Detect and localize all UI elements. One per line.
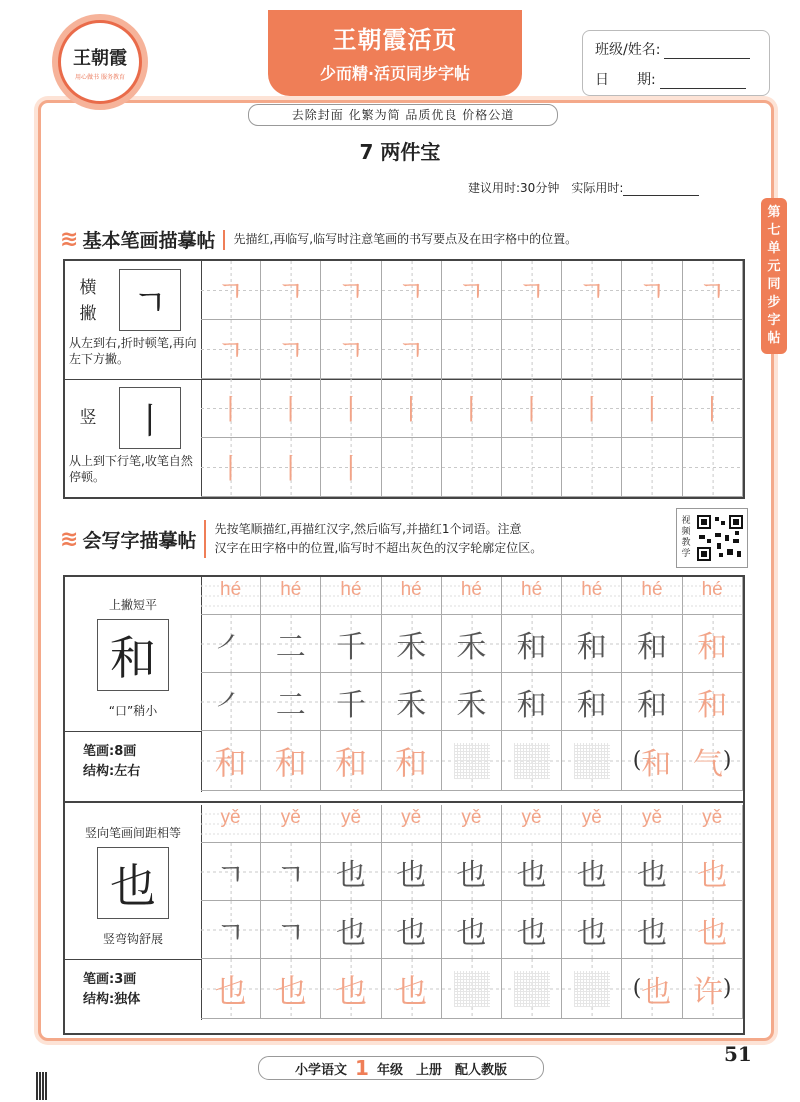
word-trace (622, 959, 681, 1018)
side-tab-char: 同 (767, 277, 781, 292)
section2-heading (60, 520, 542, 558)
footer-grade-number: 1 (355, 1056, 369, 1080)
brand-logo (52, 14, 148, 110)
trace-stroke: ㄱ (217, 334, 245, 367)
trace-character: 也 (274, 971, 307, 1010)
side-tab-char: 元 (767, 259, 781, 274)
divider (204, 520, 206, 558)
stroke-order-cell[interactable] (382, 843, 442, 901)
practice-cell[interactable] (261, 959, 321, 1019)
pinyin-cell[interactable] (622, 805, 682, 843)
word-trace (683, 731, 742, 790)
stroke-order-cell[interactable] (442, 673, 502, 731)
instruction-line-2: 汉字在田字格中的位置,临写时不超出灰色的汉字轮廓定位区。 (214, 541, 543, 555)
bracket-close: ) (722, 748, 732, 773)
writing-tip-top: 竖向笔画间距相等 (84, 826, 181, 840)
side-tab-char: 帖 (767, 331, 781, 346)
trace-stroke: 丨 (698, 393, 727, 426)
section2-title: 会写字描摹帖 (82, 529, 197, 552)
practice-cell[interactable] (382, 261, 442, 320)
stroke-order-glyph: ㇒ (215, 687, 246, 723)
stroke-info-cell (65, 261, 202, 379)
stroke-order-glyph: 和 (516, 629, 547, 665)
stroke-order-cell[interactable] (622, 901, 682, 959)
page-number: 51 (724, 1042, 752, 1066)
section1-instruction: 先描红,再临写,临写时注意笔画的书写要点及在田字格中的位置。 (233, 232, 578, 246)
trace-stroke: 丨 (397, 393, 426, 426)
stroke-order-cell[interactable] (321, 901, 381, 959)
gray-outline-zone (574, 971, 610, 1007)
trace-stroke: ㄱ (397, 334, 425, 367)
stroke-order-cell[interactable] (502, 901, 562, 959)
pinyin-cell[interactable] (201, 577, 261, 615)
trace-stroke: ㄱ (578, 275, 606, 308)
stroke-order-cell[interactable] (321, 673, 381, 731)
practice-cell[interactable] (442, 731, 502, 791)
pinyin-trace: hé (521, 579, 543, 600)
gray-outline-zone (514, 743, 550, 779)
side-tab-char: 单 (767, 241, 781, 256)
stroke-order-glyph: ㄱ (216, 915, 246, 951)
stroke-order-cell[interactable] (683, 673, 743, 731)
trace-stroke: 丨 (216, 452, 245, 485)
practice-cell[interactable] (683, 261, 743, 320)
structure-label: 结构:独体 (83, 992, 141, 1007)
practice-cell[interactable] (261, 731, 321, 791)
gray-outline-zone (454, 743, 490, 779)
practice-cell[interactable] (622, 379, 682, 438)
stroke-order-glyph: 也 (456, 857, 487, 893)
pinyin-trace: hé (280, 579, 302, 600)
practice-cell[interactable] (261, 438, 321, 497)
writing-tip-bottom: 竖弯钩舒展 (102, 932, 163, 946)
stroke-order-glyph: 二 (275, 687, 306, 723)
stroke-order-cell[interactable] (562, 673, 622, 731)
practice-cell[interactable] (562, 261, 622, 320)
stroke-description: 从上到下行笔,收笔自然停顿。 (69, 454, 193, 484)
tian-grid-guides (442, 320, 502, 379)
tian-grid-guides (622, 320, 682, 379)
practice-cell[interactable] (442, 438, 502, 497)
stroke-order-cell[interactable] (442, 901, 502, 959)
stroke-order-glyph: 禾 (456, 687, 487, 723)
practice-cell[interactable] (622, 261, 682, 320)
pinyin-cell[interactable] (261, 805, 321, 843)
practice-cell[interactable] (622, 320, 682, 379)
stroke-order-glyph: ㄱ (276, 857, 306, 893)
stroke-order-cell[interactable] (683, 615, 743, 673)
stroke-order-cell[interactable] (261, 901, 321, 959)
pinyin-cell[interactable] (201, 805, 261, 843)
practice-cell[interactable] (502, 438, 562, 497)
pinyin-trace: hé (581, 579, 603, 600)
trace-character: 也 (395, 971, 428, 1010)
pinyin-cell[interactable] (321, 805, 381, 843)
trace-stroke: 丨 (276, 452, 305, 485)
side-tab-char: 字 (767, 313, 781, 328)
class-name-field[interactable] (664, 44, 750, 59)
pinyin-cell[interactable] (562, 805, 622, 843)
tian-grid-guides (683, 320, 743, 379)
wave-icon: ≋ (60, 227, 77, 252)
stroke-order-cell[interactable] (562, 615, 622, 673)
stroke-name: 横撇 (79, 278, 97, 324)
stroke-order-glyph: 也 (697, 857, 728, 893)
stroke-order-cell[interactable] (201, 615, 261, 673)
practice-cell[interactable] (502, 731, 562, 791)
banner-subtitle: 少而精·活页同步字帖 (319, 64, 471, 83)
time-label: 建议用时:30分钟 实际用时: (468, 181, 624, 195)
stroke-order-cell[interactable] (261, 843, 321, 901)
pinyin-cell[interactable] (321, 577, 381, 615)
trace-stroke: 丨 (336, 452, 365, 485)
stroke-order-cell[interactable] (622, 843, 682, 901)
practice-cell[interactable] (683, 320, 743, 379)
gray-outline-zone (514, 971, 550, 1007)
pinyin-trace: hé (220, 579, 242, 600)
divider (223, 230, 225, 250)
practice-cell[interactable] (622, 438, 682, 497)
trace-stroke: 丨 (457, 393, 486, 426)
stroke-order-glyph: 也 (396, 915, 427, 951)
stroke-order-cell[interactable] (261, 673, 321, 731)
stroke-order-glyph: 和 (636, 687, 667, 723)
character-meta-cell (65, 959, 202, 1020)
pinyin-trace: yě (641, 807, 663, 828)
practice-cell[interactable] (382, 320, 442, 379)
pinyin-cell[interactable] (442, 577, 502, 615)
pinyin-cell[interactable] (502, 577, 562, 615)
word-character: 气 (692, 746, 723, 782)
practice-cell[interactable] (382, 438, 442, 497)
logo-text: 王朝霞 (73, 47, 127, 69)
stroke-description: 从左到右,折时顿笔,再向左下方撇。 (69, 336, 197, 366)
stroke-order-glyph: 禾 (396, 629, 427, 665)
trace-character: 和 (334, 743, 367, 782)
pinyin-trace: yě (581, 807, 602, 828)
trace-stroke: ㄱ (638, 275, 666, 308)
wave-icon: ≋ (60, 526, 77, 552)
trace-stroke: 丨 (577, 393, 606, 426)
practice-cell[interactable] (683, 731, 743, 791)
logo-subtext: 用心做书 服务教育 (75, 73, 125, 81)
side-tab-char: 七 (767, 223, 781, 238)
side-tab-char: 步 (767, 295, 781, 310)
practice-cell[interactable] (562, 959, 622, 1019)
stroke-order-cell[interactable] (442, 843, 502, 901)
footer-book-info (258, 1056, 544, 1080)
structure-label: 结构:左右 (83, 764, 141, 779)
bracket-close: ) (722, 976, 732, 1001)
tian-grid-guides (622, 438, 682, 497)
practice-cell[interactable] (382, 731, 442, 791)
stroke-order-cell[interactable] (201, 843, 261, 901)
trace-stroke: ㄱ (337, 275, 365, 308)
stroke-order-cell[interactable] (201, 673, 261, 731)
practice-cell[interactable] (502, 959, 562, 1019)
practice-cell[interactable] (321, 261, 381, 320)
trace-stroke: ㄱ (277, 275, 305, 308)
banner-title: 王朝霞活页 (332, 26, 458, 54)
trace-stroke: ㄱ (518, 275, 546, 308)
writing-tip-bottom: “口”稍小 (108, 704, 158, 718)
pinyin-trace: yě (280, 807, 301, 828)
practice-cell[interactable] (562, 438, 622, 497)
practice-cell[interactable] (562, 320, 622, 379)
pinyin-trace: hé (340, 579, 362, 600)
character-meta-cell (65, 731, 202, 792)
trace-stroke: 丨 (336, 393, 365, 426)
trace-character: 也 (334, 971, 367, 1010)
stroke-order-glyph: ㇒ (215, 629, 246, 665)
stroke-count-label: 笔画:3画 (83, 972, 137, 987)
practice-cell[interactable] (261, 379, 321, 438)
pinyin-cell[interactable] (683, 805, 743, 843)
practice-cell[interactable] (442, 379, 502, 438)
stroke-order-glyph: ㄱ (216, 857, 246, 893)
pinyin-cell[interactable] (382, 805, 442, 843)
student-info-box (582, 30, 770, 96)
trace-stroke: ㄱ (337, 334, 365, 367)
stroke-order-glyph: 也 (636, 915, 667, 951)
character-model-box: 和 (97, 619, 169, 691)
stroke-order-glyph: 和 (636, 629, 667, 665)
pinyin-trace: yě (340, 807, 362, 828)
tian-grid-guides (562, 438, 622, 497)
qr-code-icon[interactable] (697, 515, 743, 561)
stroke-order-glyph: 和 (576, 687, 607, 723)
stroke-order-glyph: 千 (335, 629, 366, 665)
stroke-order-cell[interactable] (321, 615, 381, 673)
practice-cell[interactable] (321, 731, 381, 791)
side-tab-text (761, 204, 787, 348)
lesson-title: 7 两件宝 (359, 140, 441, 164)
character-info-cell (65, 577, 202, 731)
practice-cell[interactable] (261, 320, 321, 379)
stroke-order-glyph: 禾 (396, 687, 427, 723)
trace-stroke: ㄱ (397, 275, 425, 308)
trace-character: 和 (395, 743, 428, 782)
pinyin-trace: yě (702, 807, 723, 828)
practice-cell[interactable] (502, 320, 562, 379)
stroke-order-glyph: 和 (697, 629, 728, 665)
stroke-order-cell[interactable] (382, 673, 442, 731)
stroke-order-glyph: 千 (335, 687, 366, 723)
tian-grid-guides (502, 438, 562, 497)
character-model-box: 也 (97, 847, 169, 919)
stroke-order-glyph: 禾 (456, 629, 487, 665)
gray-outline-zone (454, 971, 490, 1007)
title-banner (268, 10, 522, 96)
trace-character: 和 (274, 743, 307, 782)
footer-subject: 小学语文 (295, 1062, 348, 1078)
stroke-order-cell[interactable] (321, 843, 381, 901)
stroke-model-box: ㄱ (119, 269, 181, 331)
character-info-cell (65, 805, 202, 959)
stroke-info-cell (65, 379, 202, 497)
character-practice-table (63, 575, 745, 1035)
gray-outline-zone (574, 743, 610, 779)
stroke-order-glyph: 也 (335, 857, 366, 893)
section2-instruction (214, 520, 542, 558)
stroke-count-label: 笔画:8画 (83, 744, 137, 759)
qr-label: 视频教学 (681, 516, 691, 559)
stroke-order-cell[interactable] (683, 901, 743, 959)
tian-grid-guides (683, 438, 743, 497)
pinyin-cell[interactable] (382, 577, 442, 615)
pinyin-cell[interactable] (683, 577, 743, 615)
bracket-open: ( (632, 748, 642, 773)
trace-stroke: ㄱ (457, 275, 485, 308)
trace-character: 和 (214, 743, 247, 782)
side-tab-char: 第 (767, 205, 781, 220)
trace-stroke: 丨 (216, 393, 245, 426)
stroke-order-glyph: 和 (576, 629, 607, 665)
practice-cell[interactable] (562, 379, 622, 438)
stroke-order-glyph: 和 (516, 687, 547, 723)
trace-character: 也 (214, 971, 247, 1010)
video-qr-box[interactable] (676, 508, 748, 568)
practice-cell[interactable] (382, 959, 442, 1019)
practice-cell[interactable] (321, 379, 381, 438)
class-name-label: 班级/姓名: (595, 42, 661, 58)
practice-cell[interactable] (622, 959, 682, 1019)
footer-grade-label: 年级 上册 配人教版 (376, 1062, 507, 1078)
tian-grid-guides (382, 438, 442, 497)
date-field[interactable] (660, 74, 746, 89)
stroke-order-cell[interactable] (502, 843, 562, 901)
stroke-order-cell[interactable] (502, 615, 562, 673)
tian-grid-guides (562, 320, 622, 379)
section1-heading (60, 226, 577, 253)
practice-cell[interactable] (562, 731, 622, 791)
actual-time-field[interactable] (623, 183, 699, 196)
instruction-line-1: 先按笔顺描红,再描红汉字,然后临写,并描红1个词语。注意 (214, 522, 522, 536)
stroke-order-cell[interactable] (382, 615, 442, 673)
trace-stroke: ㄱ (698, 275, 726, 308)
stroke-order-glyph: 也 (396, 857, 427, 893)
stroke-order-glyph: 和 (697, 687, 728, 723)
stroke-order-glyph: 也 (516, 857, 547, 893)
stroke-model-box: 丨 (119, 387, 181, 449)
practice-cell[interactable] (201, 959, 261, 1019)
pinyin-trace: hé (641, 579, 663, 600)
edge-barcode (36, 1072, 48, 1100)
word-trace (683, 959, 742, 1018)
pinyin-cell[interactable] (442, 805, 502, 843)
practice-cell[interactable] (261, 261, 321, 320)
pinyin-trace: yě (401, 807, 422, 828)
stroke-order-glyph: ㄱ (276, 915, 306, 951)
trace-stroke: ㄱ (217, 275, 245, 308)
stroke-order-cell[interactable] (201, 901, 261, 959)
pinyin-cell[interactable] (622, 577, 682, 615)
trace-stroke: 丨 (517, 393, 546, 426)
practice-cell[interactable] (201, 261, 261, 320)
pinyin-cell[interactable] (261, 577, 321, 615)
stroke-order-cell[interactable] (622, 615, 682, 673)
unit-side-tab (761, 198, 787, 354)
practice-cell[interactable] (201, 320, 261, 379)
tian-grid-guides (442, 438, 502, 497)
slogan: 去除封面 化繁为简 品质优良 价格公道 (248, 104, 558, 126)
pinyin-cell[interactable] (562, 577, 622, 615)
practice-cell[interactable] (622, 731, 682, 791)
word-trace (622, 731, 681, 790)
stroke-practice-table (63, 259, 745, 499)
pinyin-trace: yě (461, 807, 482, 828)
pinyin-trace: hé (400, 579, 422, 600)
word-character: 也 (641, 974, 672, 1010)
practice-cell[interactable] (321, 438, 381, 497)
character-block-divider (65, 801, 743, 803)
practice-cell[interactable] (442, 320, 502, 379)
practice-cell[interactable] (321, 959, 381, 1019)
trace-stroke: 丨 (637, 393, 666, 426)
stroke-order-glyph: 也 (576, 915, 607, 951)
stroke-order-glyph: 也 (335, 915, 366, 951)
practice-cell[interactable] (201, 379, 261, 438)
stroke-order-cell[interactable] (562, 901, 622, 959)
stroke-order-cell[interactable] (382, 901, 442, 959)
stroke-order-glyph: 也 (516, 915, 547, 951)
tian-grid-guides (502, 320, 562, 379)
bracket-open: ( (632, 976, 642, 1001)
section1-title: 基本笔画描摹帖 (82, 230, 216, 252)
stroke-order-cell[interactable] (442, 615, 502, 673)
trace-stroke: ㄱ (277, 334, 305, 367)
stroke-order-glyph: 也 (576, 857, 607, 893)
stroke-order-cell[interactable] (261, 615, 321, 673)
stroke-order-glyph: 二 (275, 629, 306, 665)
pinyin-trace: yě (220, 807, 241, 828)
practice-cell[interactable] (442, 959, 502, 1019)
stroke-order-glyph: 也 (697, 915, 728, 951)
writing-tip-top: 上撇短平 (108, 598, 157, 612)
practice-cell[interactable] (502, 261, 562, 320)
practice-cell[interactable] (382, 379, 442, 438)
trace-stroke: 丨 (276, 393, 305, 426)
stroke-order-cell[interactable] (502, 673, 562, 731)
word-character: 许 (692, 974, 723, 1010)
stroke-order-glyph: 也 (456, 915, 487, 951)
practice-cell[interactable] (442, 261, 502, 320)
word-character: 和 (641, 746, 672, 782)
practice-cell[interactable] (502, 379, 562, 438)
practice-cell[interactable] (201, 731, 261, 791)
practice-cell[interactable] (201, 438, 261, 497)
stroke-name: 竖 (79, 408, 97, 428)
pinyin-trace: hé (460, 579, 482, 600)
stroke-order-cell[interactable] (562, 843, 622, 901)
practice-cell[interactable] (683, 959, 743, 1019)
practice-cell[interactable] (321, 320, 381, 379)
pinyin-cell[interactable] (502, 805, 562, 843)
stroke-order-cell[interactable] (683, 843, 743, 901)
date-label: 日 期: (595, 72, 656, 88)
stroke-order-cell[interactable] (622, 673, 682, 731)
practice-cell[interactable] (683, 379, 743, 438)
pinyin-trace: yě (521, 807, 542, 828)
stroke-order-glyph: 也 (636, 857, 667, 893)
time-row (468, 179, 699, 196)
practice-cell[interactable] (683, 438, 743, 497)
pinyin-trace: hé (701, 579, 723, 600)
